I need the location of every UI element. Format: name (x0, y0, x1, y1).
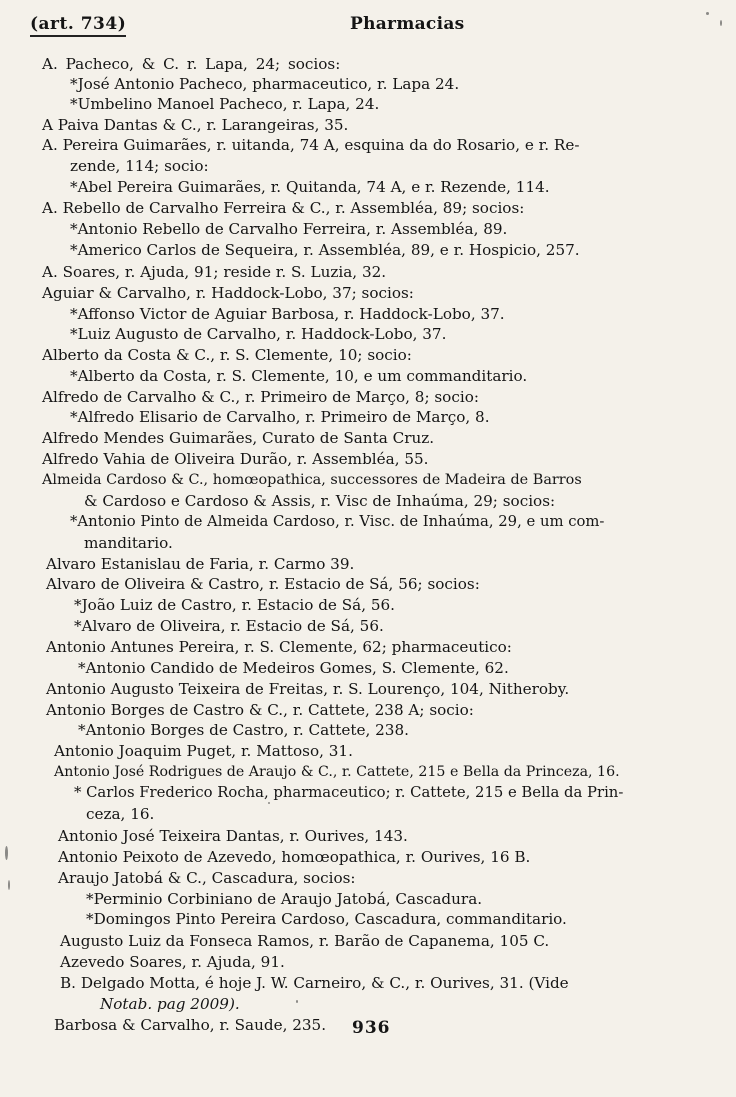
entry-line: *Antonio Borges de Castro, r. Cattete, 238. (78, 721, 409, 739)
entry-line: *Luiz Augusto de Carvalho, r. Haddock-Lobo, 37. (70, 325, 447, 343)
entry-line: B. Delgado Motta, é hoje J. W. Carneiro, & C., r. Ourives, 31. (Vide (60, 974, 569, 992)
entry-line: *Perminio Corbiniano de Araujo Jatobá, Cascadura. (86, 890, 483, 908)
entry-line: *Umbelino Manoel Pacheco, r. Lapa, 24. (70, 95, 380, 113)
scan-speck (268, 802, 270, 804)
entry-line: *José Antonio Pacheco, pharmaceutico, r. Lapa 24. (70, 75, 460, 93)
entry-line: *Alfredo Elisario de Carvalho, r. Primeiro de Março, 8. (70, 408, 490, 426)
entry-line: *João Luiz de Castro, r. Estacio de Sá, 56. (74, 596, 395, 614)
entry-line: Antonio Joaquim Puget, r. Mattoso, 31. (54, 742, 353, 760)
entry-line: *Antonio Rebello de Carvalho Ferreira, r. Assembléa, 89. (70, 220, 508, 238)
entry-line: Augusto Luiz da Fonseca Ramos, r. Barão de Capanema, 105 C. (60, 932, 550, 950)
entry-line: ceza, 16. (86, 805, 155, 823)
entry-line: A. Pereira Guimarães, r. uitanda, 74 A, esquina da do Rosario, e r. Re- (42, 136, 580, 154)
entry-line: *Affonso Victor de Aguiar Barbosa, r. Haddock-Lobo, 37. (70, 305, 505, 323)
entry-line: *Alberto da Costa, r. S. Clemente, 10, e um commanditario. (70, 367, 528, 385)
entry-line: A Paiva Dantas & C., r. Larangeiras, 35. (42, 116, 349, 134)
entry-line: Alvaro de Oliveira & Castro, r. Estacio de Sá, 56; socios: (46, 575, 480, 593)
entry-line: Araujo Jatobá & C., Cascadura, socios: (58, 869, 356, 887)
entry-line: Aguiar & Carvalho, r. Haddock-Lobo, 37; socios: (42, 284, 414, 302)
entry-line: Barbosa & Carvalho, r. Saude, 235. (54, 1016, 327, 1034)
entry-line: Antonio Peixoto de Azevedo, homœopathica, r. Ourives, 16 B. (58, 848, 531, 866)
entry-line: Alfredo Mendes Guimarães, Curato de Santa Cruz. (42, 429, 435, 447)
entry-line: Alfredo Vahia de Oliveira Durão, r. Assembléa, 55. (42, 450, 429, 468)
entry-line: *Americo Carlos de Sequeira, r. Assembléa, 89, e r. Hospicio, 257. (70, 241, 580, 259)
page-number: 936 (352, 1018, 391, 1038)
scan-speck (5, 846, 8, 860)
entry-line: A. Soares, r. Ajuda, 91; reside r. S. Luzia, 32. (42, 263, 387, 281)
scan-speck (8, 880, 10, 890)
entry-line: *Antonio Candido de Medeiros Gomes, S. Clemente, 62. (78, 659, 509, 677)
section-title: Pharmacias (350, 14, 465, 34)
scan-speck (720, 20, 722, 26)
entry-line: zende, 114; socio: (70, 157, 209, 175)
page-header (30, 10, 730, 40)
entry-line: *Abel Pereira Guimarães, r. Quitanda, 74 A, e r. Rezende, 114. (70, 178, 550, 196)
entry-line: Almeida Cardoso & C., homœopathica, successores de Madeira de Barros (42, 472, 582, 488)
entry-line: Antonio José Rodrigues de Araujo & C., r. Cattete, 215 e Bella da Princeza, 16. (54, 764, 620, 780)
scan-speck (296, 1000, 298, 1003)
entry-line: Notab. pag 2009). (100, 995, 240, 1013)
entry-line: *Domingos Pinto Pereira Cardoso, Cascadura, commanditario. (86, 910, 567, 928)
scan-speck (706, 12, 709, 15)
entry-line: A. Rebello de Carvalho Ferreira & C., r. Assembléa, 89; socios: (42, 199, 525, 217)
entry-line: Antonio Antunes Pereira, r. S. Clemente, 62; pharmaceutico: (46, 638, 512, 656)
entry-line: Antonio José Teixeira Dantas, r. Ourives, 143. (58, 827, 408, 845)
entry-line: A. Pacheco, & C. r. Lapa, 24; socios: (42, 55, 341, 73)
entry-line: manditario. (84, 534, 173, 552)
entry-line: Azevedo Soares, r. Ajuda, 91. (60, 953, 285, 971)
entry-line: Alvaro Estanislau de Faria, r. Carmo 39. (46, 555, 355, 573)
entry-line: Alberto da Costa & C., r. S. Clemente, 10; socio: (42, 346, 412, 364)
entry-line: & Cardoso e Cardoso & Assis, r. Visc de Inhaúma, 29; socios: (84, 492, 556, 510)
entry-line: *Antonio Pinto de Almeida Cardoso, r. Visc. de Inhaúma, 29, e um com- (70, 513, 605, 530)
entry-line: Antonio Augusto Teixeira de Freitas, r. S. Lourenço, 104, Nitheroby. (46, 680, 570, 698)
entry-line: * Carlos Frederico Rocha, pharmaceutico; r. Cattete, 215 e Bella da Prin- (74, 784, 624, 801)
article-reference: (art. 734) (30, 14, 126, 37)
entry-line: Antonio Borges de Castro & C., r. Cattete, 238 A; socio: (46, 701, 474, 719)
entry-line: *Alvaro de Oliveira, r. Estacio de Sá, 56. (74, 617, 384, 635)
entry-line: Alfredo de Carvalho & C., r. Primeiro de Março, 8; socio: (42, 388, 479, 406)
